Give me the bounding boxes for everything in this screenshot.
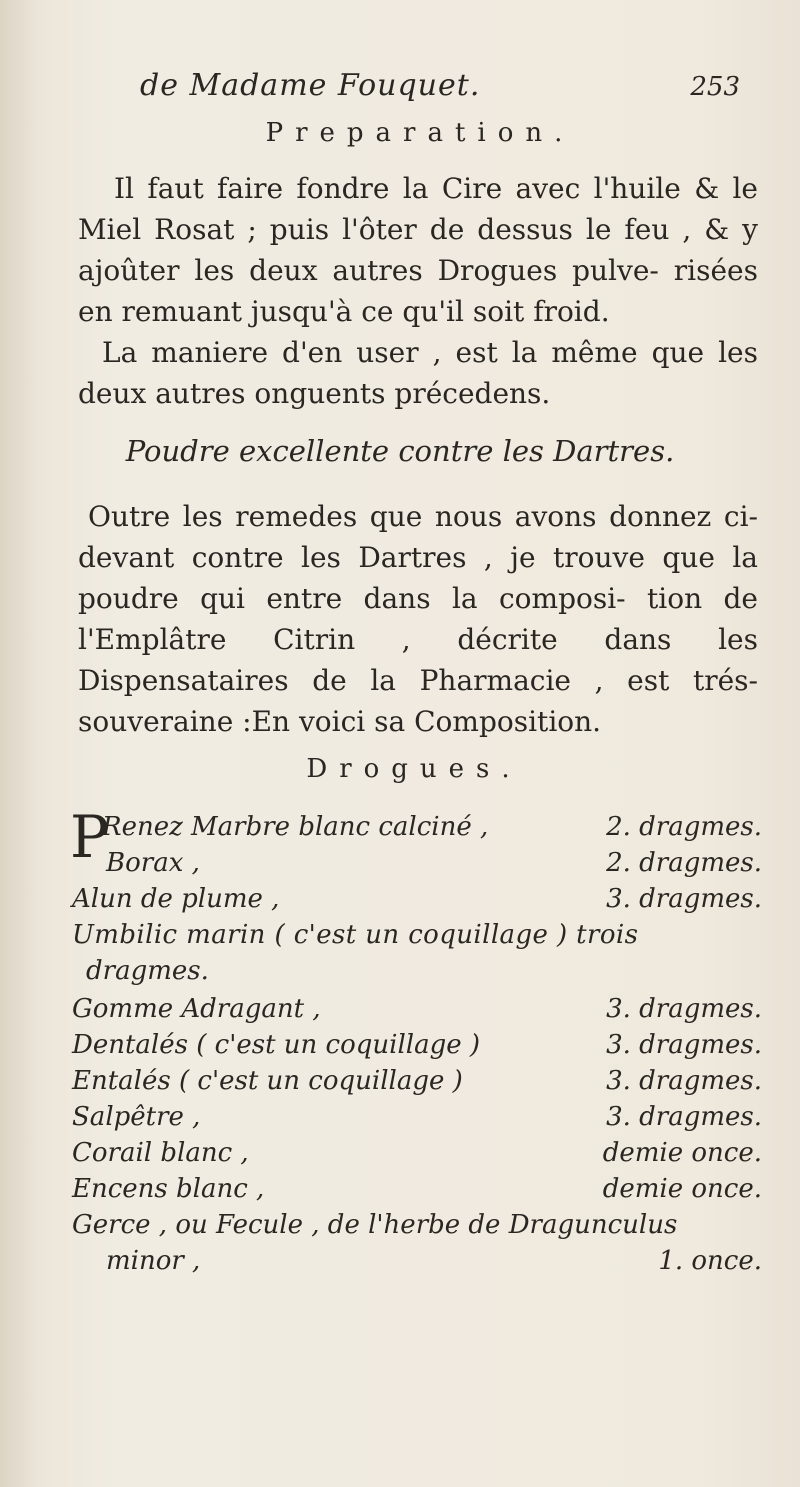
ingredient-quantity: 3. dragmes. xyxy=(606,1066,762,1096)
ingredient-name: Entalés ( c'est un coquillage ) xyxy=(72,1066,463,1096)
ingredient-name: Umbilic marin ( c'est un coquillage ) trois xyxy=(72,920,639,950)
ingredient-quantity: 3. dragmes. xyxy=(606,884,762,914)
ingredient-quantity: demie once. xyxy=(602,1138,762,1168)
paragraph-preparation: Il faut faire fondre la Cire avec l'huile & le Miel Rosat ; puis l'ôter de dessus le feu , & y ajoûter les deux autres Drogues pulve- risées en remuant jusqu'à ce qu'il soit froid. xyxy=(78,172,758,328)
recipe-title: Poudre excellente contre les Dartres. xyxy=(125,434,675,468)
ingredient-name: Borax , xyxy=(106,848,200,878)
ingredient-row xyxy=(72,956,762,990)
ingredient-name: Salpêtre , xyxy=(72,1102,201,1132)
ingredient-quantity: 1. once. xyxy=(658,1246,762,1276)
ingredient-row xyxy=(72,1246,762,1280)
ingredient-row xyxy=(72,1030,762,1064)
ingredient-row xyxy=(72,812,762,846)
ingredient-row xyxy=(72,994,762,1028)
ingredient-name: Gomme Adragant , xyxy=(72,994,321,1024)
ingredient-name: Alun de plume , xyxy=(72,884,280,914)
page-number: 253 xyxy=(690,72,740,102)
ingredient-name: Renez Marbre blanc calciné , xyxy=(102,812,489,842)
ingredient-name: Corail blanc , xyxy=(72,1138,249,1168)
section-heading-drogues: Drogues. xyxy=(306,754,522,784)
drop-cap: P xyxy=(70,803,110,871)
section-heading-preparation: Preparation. xyxy=(265,118,575,148)
ingredient-row xyxy=(72,848,762,882)
ingredient-quantity: 2. dragmes. xyxy=(606,812,762,842)
ingredient-row xyxy=(72,1066,762,1100)
ingredient-name: Encens blanc , xyxy=(72,1174,265,1204)
ingredient-quantity: 3. dragmes. xyxy=(606,994,762,1024)
ingredient-row xyxy=(72,1174,762,1208)
ingredient-name: Dentalés ( c'est un coquillage ) xyxy=(72,1030,481,1060)
ingredient-name: dragmes. xyxy=(86,956,209,986)
ingredient-quantity: 2. dragmes. xyxy=(606,848,762,878)
ingredient-row xyxy=(72,920,762,954)
ingredient-row xyxy=(72,1210,762,1244)
ingredient-quantity: 3. dragmes. xyxy=(606,1030,762,1060)
ingredient-row xyxy=(72,1138,762,1172)
ingredient-quantity: 3. dragmes. xyxy=(606,1102,762,1132)
running-title: de Madame Fouquet. xyxy=(140,68,481,103)
ingredient-name: Gerce , ou Fecule , de l'herbe de Dragunculus xyxy=(72,1210,678,1240)
paragraph-poudre: Outre les remedes que nous avons donnez ci-devant contre les Dartres , je trouve que la poudre qui entre dans la composi- tion de l'Emplâtre Citrin , décrite dans les Dispensataires de la Pharmacie , est trés-souveraine :En voici sa Composition. xyxy=(78,500,758,738)
ingredient-quantity: demie once. xyxy=(602,1174,762,1204)
ingredient-row xyxy=(72,884,762,918)
paragraph-usage: La maniere d'en user , est la même que les deux autres onguents précedens. xyxy=(78,336,758,410)
ingredient-name: minor , xyxy=(106,1246,201,1276)
ingredient-row xyxy=(72,1102,762,1136)
running-header xyxy=(140,68,740,108)
